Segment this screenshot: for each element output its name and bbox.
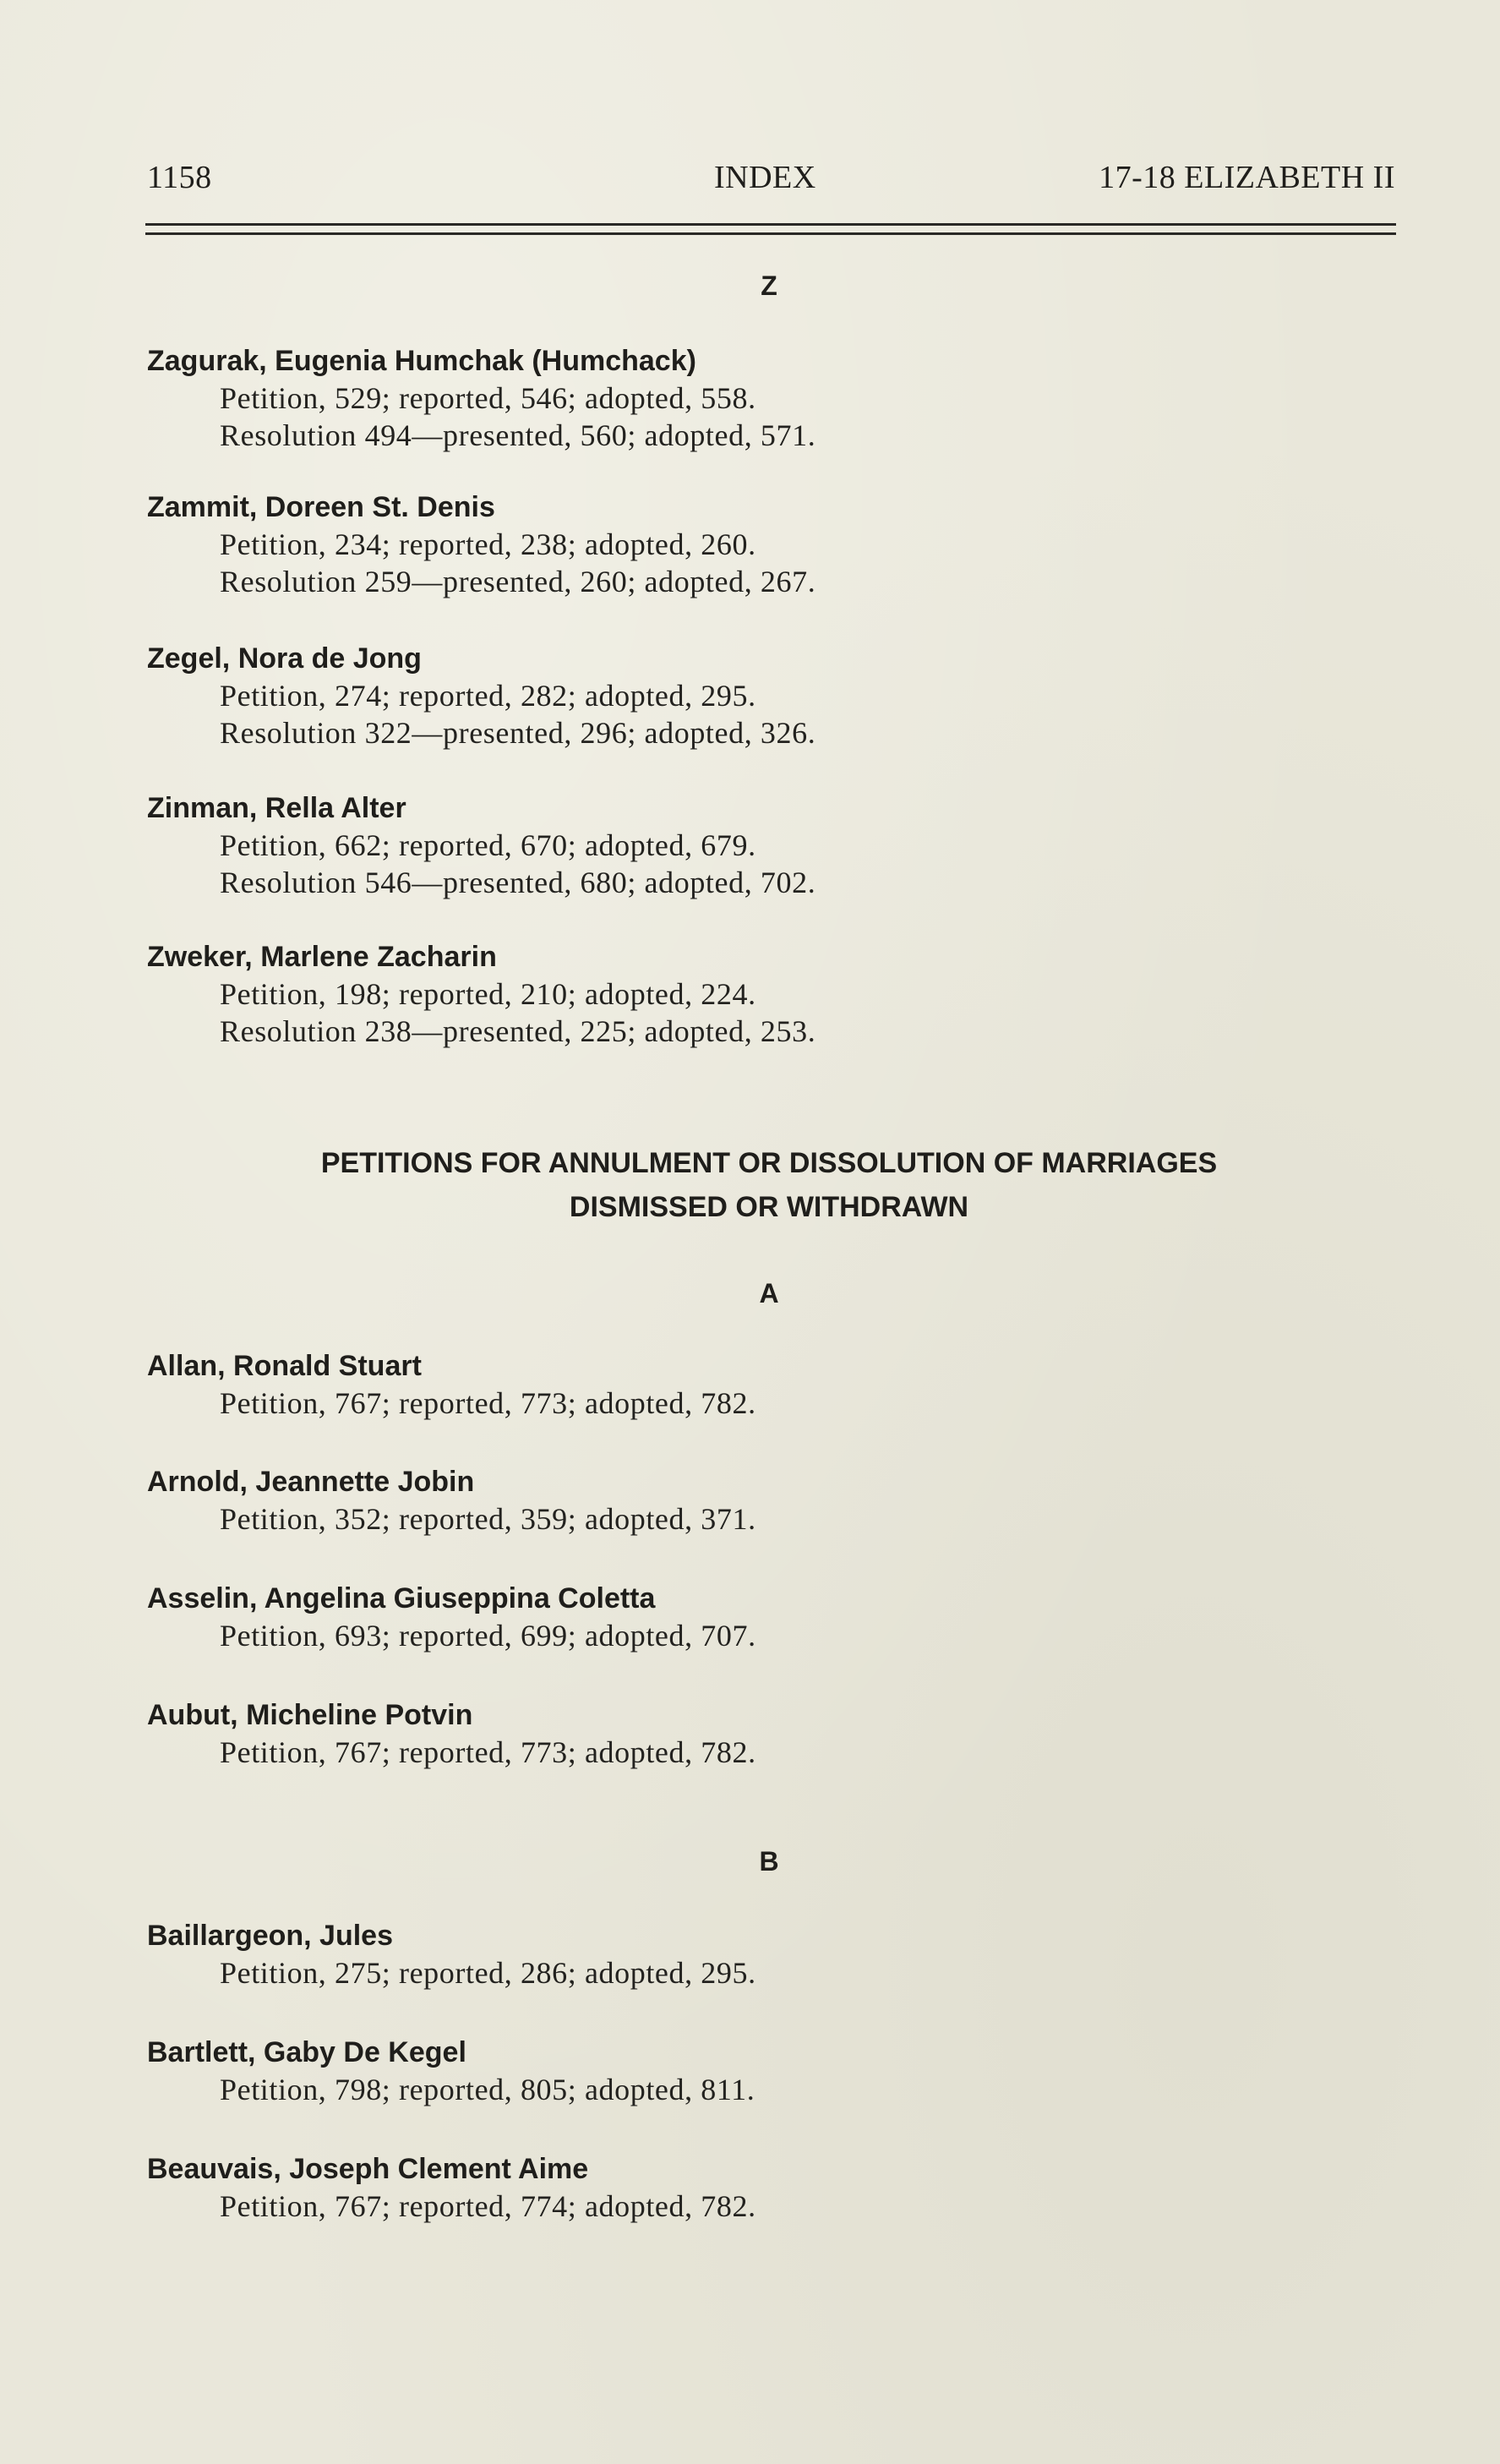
entry-name: Zagurak, Eugenia Humchak (Humchack) — [147, 345, 696, 377]
index-entry — [147, 342, 815, 454]
index-entry — [147, 1696, 756, 1771]
entry-petition-line: Petition, 798; reported, 805; adopted, 811. — [220, 2073, 755, 2106]
index-entry — [147, 1580, 756, 1654]
entry-name: Baillargeon, Jules — [147, 1920, 393, 1952]
entry-petition-line: Petition, 693; reported, 699; adopted, 707. — [220, 1619, 756, 1653]
index-entry — [147, 1347, 756, 1422]
entry-petition-line: Petition, 767; reported, 774; adopted, 782. — [220, 2189, 756, 2223]
section-letter-z: Z — [761, 270, 777, 301]
entry-name: Beauvais, Joseph Clement Aime — [147, 2153, 589, 2185]
entry-resolution-line: Resolution 259—presented, 260; adopted, 267. — [220, 565, 816, 598]
entry-petition-line: Petition, 234; reported, 238; adopted, 260. — [220, 527, 756, 561]
header-rule-bottom — [145, 232, 1396, 235]
section-title-line: PETITIONS FOR ANNULMENT OR DISSOLUTION OF MARRIAGES — [320, 1147, 1218, 1179]
entry-petition-line: Petition, 274; reported, 282; adopted, 295. — [220, 679, 756, 713]
running-title: INDEX — [714, 160, 816, 195]
section-letter-b: B — [759, 1846, 779, 1877]
entry-petition-line: Petition, 662; reported, 670; adopted, 679. — [220, 828, 756, 862]
entry-resolution-line: Resolution 238—presented, 225; adopted, 253. — [220, 1014, 816, 1048]
entry-name: Allan, Ronald Stuart — [147, 1350, 422, 1382]
entry-resolution-line: Resolution 494—presented, 560; adopted, 571. — [220, 418, 816, 452]
section-letter-a: A — [759, 1278, 779, 1308]
entry-petition-line: Petition, 529; reported, 546; adopted, 558. — [220, 381, 756, 415]
entry-name: Bartlett, Gaby De Kegel — [147, 2036, 466, 2068]
entry-resolution-line: Resolution 546—presented, 680; adopted, 702. — [220, 866, 816, 899]
index-entry — [147, 1463, 756, 1538]
index-entry — [147, 789, 815, 901]
entry-name: Asselin, Angelina Giuseppina Coletta — [147, 1582, 656, 1614]
index-entry — [147, 2150, 756, 2225]
index-entry — [147, 2034, 755, 2108]
entry-petition-line: Petition, 352; reported, 359; adopted, 371. — [220, 1502, 756, 1536]
header-rule-top — [145, 223, 1396, 226]
index-entry — [147, 489, 815, 600]
index-entry — [147, 1917, 756, 1991]
section-title — [0, 1141, 1500, 1229]
page-number: 1158 — [147, 160, 212, 195]
entry-petition-line: Petition, 767; reported, 773; adopted, 782. — [220, 1735, 756, 1769]
entry-name: Zegel, Nora de Jong — [147, 642, 422, 675]
entry-petition-line: Petition, 275; reported, 286; adopted, 295. — [220, 1956, 756, 1990]
entry-name: Aubut, Micheline Potvin — [147, 1699, 473, 1731]
entry-petition-line: Petition, 198; reported, 210; adopted, 224. — [220, 977, 756, 1011]
index-entry — [147, 938, 815, 1050]
entry-petition-line: Petition, 767; reported, 773; adopted, 782. — [220, 1386, 756, 1420]
entry-name: Zinman, Rella Alter — [147, 792, 406, 824]
entry-name: Zweker, Marlene Zacharin — [147, 941, 497, 973]
entry-resolution-line: Resolution 322—presented, 296; adopted, 326. — [220, 716, 816, 750]
index-entry — [147, 640, 815, 751]
entry-name: Zammit, Doreen St. Denis — [147, 491, 495, 523]
entry-name: Arnold, Jeannette Jobin — [147, 1466, 475, 1498]
section-title-line: DISMISSED OR WITHDRAWN — [569, 1191, 969, 1223]
session-label: 17-18 ELIZABETH II — [1099, 160, 1395, 195]
